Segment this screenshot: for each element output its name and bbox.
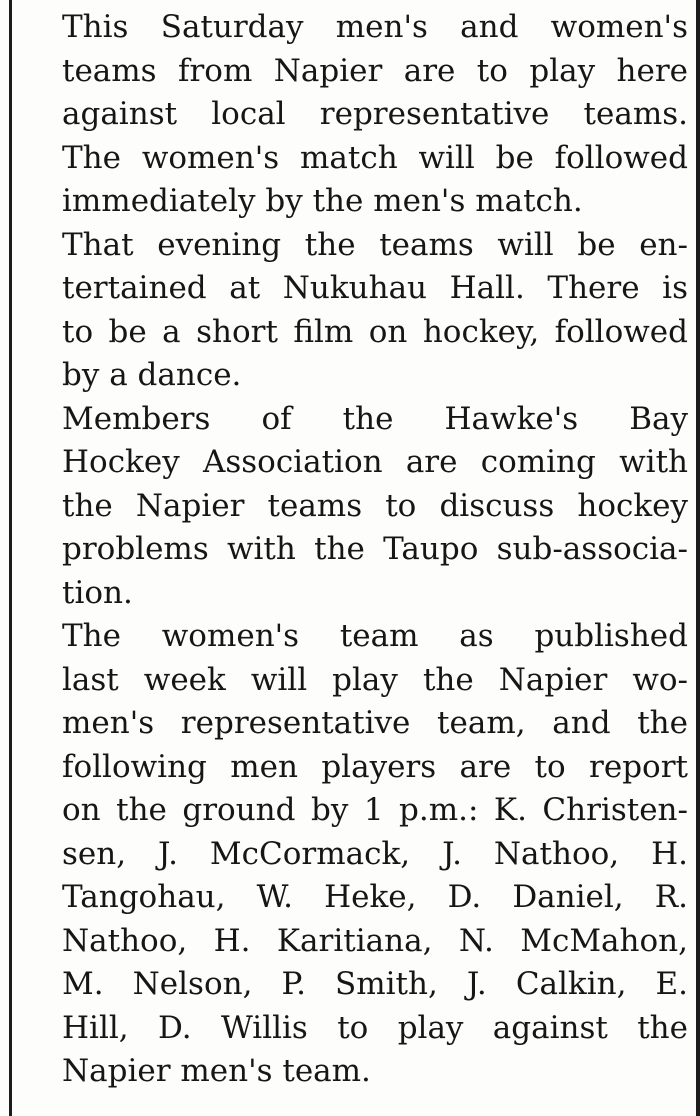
text-line: last week will play the Napier wo- [62, 661, 688, 698]
column-rule-left [9, 0, 12, 1116]
text-line: problems with the Taupo sub-associa- [62, 531, 688, 567]
text-line: sen, J. McCormack, J. Nathoo, H. [62, 835, 688, 872]
text-line: Tangohau, W. Heke, D. Daniel, R. [62, 879, 688, 915]
text-line: The women's team as published [62, 618, 688, 654]
text-line: against local representative teams. [62, 96, 688, 132]
column-rule-right [696, 0, 700, 1116]
paragraph-saturday-match [22, 6, 688, 224]
text-line: tion. [62, 574, 133, 611]
article-column [22, 6, 688, 1094]
text-line: to be a short film on hockey, followed [62, 313, 688, 350]
paragraph-evening-entertainment [22, 224, 688, 398]
text-line: immediately by the men's match. [62, 183, 583, 219]
text-line: That evening the teams will be en- [62, 226, 688, 263]
text-line: This Saturday men's and women's [62, 9, 688, 45]
text-line: the Napier teams to discuss hockey [62, 487, 688, 524]
text-line: by a dance. [62, 357, 242, 393]
text-line: Hill, D. Willis to play against the [62, 1009, 688, 1046]
text-line: Napier men's team. [62, 1053, 371, 1089]
text-line: Members of the Hawke's Bay [62, 400, 688, 437]
text-line: following men players are to report [62, 748, 688, 785]
text-line: The women's match will be followed [62, 139, 688, 176]
text-line: on the ground by 1 p.m.: K. Christen- [62, 792, 688, 828]
text-line: teams from Napier are to play here [62, 52, 688, 89]
text-line: men's representative team, and the [62, 705, 688, 741]
text-line: tertained at Nukuhau Hall. There is [62, 270, 688, 306]
paragraph-team-list [22, 615, 688, 1094]
text-line: M. Nelson, P. Smith, J. Calkin, E. [62, 966, 688, 1002]
text-line: Hockey Association are coming with [62, 444, 688, 480]
paragraph-association-visit [22, 398, 688, 616]
text-line: Nathoo, H. Karitiana, N. McMahon, [62, 922, 688, 959]
